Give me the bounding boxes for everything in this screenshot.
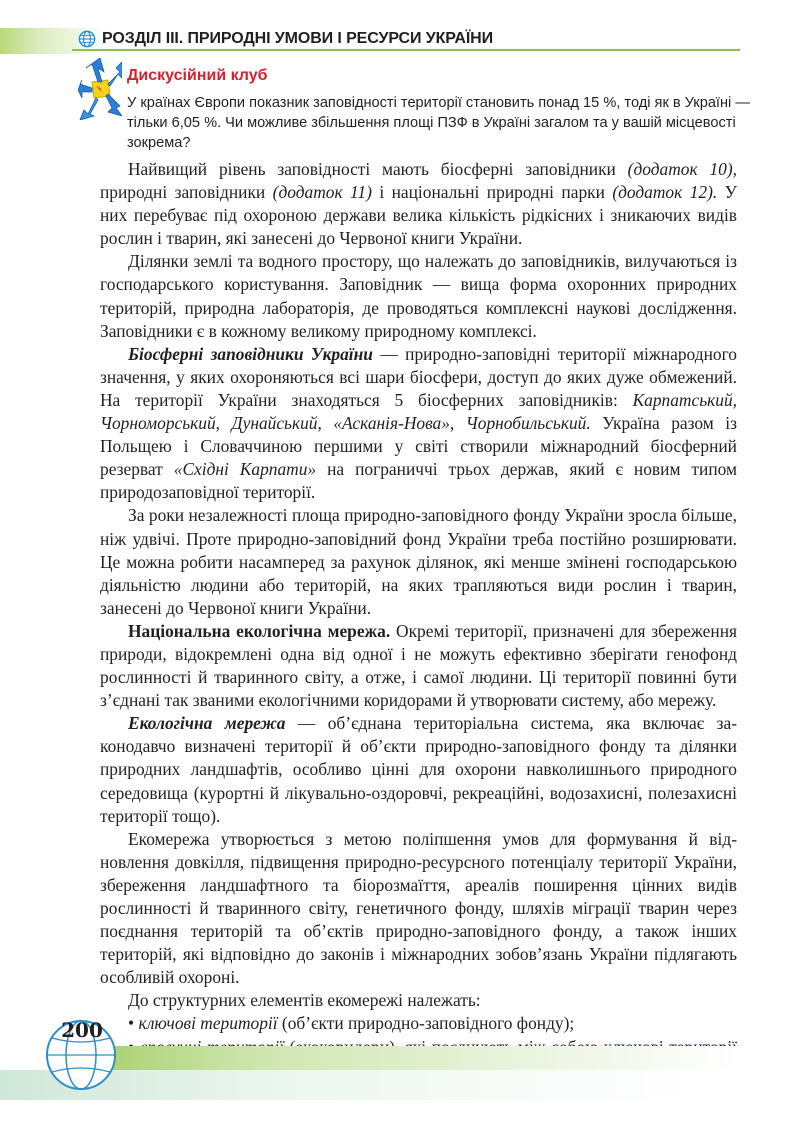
text-run: (об’єкти природно-заповідного фонду); bbox=[277, 1013, 575, 1034]
term-biosphere-reserves: Біосферні заповідники України bbox=[128, 343, 373, 364]
paragraph-structure-intro: До структурних елементів екомережі належать: bbox=[128, 990, 481, 1011]
list-item-key-territories bbox=[100, 1012, 737, 1035]
text-run: на пограниччі трьох держав, який є новим типом природозаповідної території. bbox=[100, 459, 737, 503]
paragraph-national-network bbox=[100, 620, 737, 712]
footer-band-lower bbox=[0, 1070, 800, 1100]
term-national-network: Національна екологічна мережа. bbox=[128, 620, 391, 641]
appendix-ref: (додаток 12). bbox=[612, 182, 718, 203]
page-number: 200 bbox=[61, 1018, 103, 1042]
text-run: Україна разом із Польщею і Словаччиною першими у світі створили міжнародний біосферний резерват bbox=[100, 413, 737, 480]
term-key-territories: ключові території bbox=[138, 1013, 278, 1034]
discussion-arrows-icon bbox=[78, 58, 122, 120]
text-run: У них перебуває під охороною держави велика кількість рідкісних і зникаючих видів рослин і тварин, які занесені до Червоної книги України. bbox=[100, 182, 737, 249]
reserve-names: Карпатський, Чорноморський, Дунайський, «Асканія-Нова», Чорнобильський. bbox=[100, 389, 737, 434]
text-run: — природно-заповідні території міжнародного значення, у яких охороняються всі шари біосфери, доступ до яких дуже обмежений. На території України знаходяться 5 біосферних заповідників: bbox=[100, 343, 737, 410]
paragraph-eco-network-purpose: Екомережа утворюється з метою поліпшення умов для формування й відновлення довкілля, підвищення природно-ресурсного потенціалу території України, збереження ландшафтного та біорозмаїття, ареалів поширення цінних видів рослинності й тваринного світу, генетичного фонду, шляхів міграції тварин через поєднання територій та об’єктів природно-заповідного фонду, а також інших територій, які відповідно до законів і міжнародних зобов’язань України підлягають особливій охороні. bbox=[100, 828, 737, 988]
header-rule bbox=[72, 49, 740, 51]
discussion-club-title: Дискусійний клуб bbox=[127, 67, 268, 84]
text-run: природні заповідники bbox=[100, 182, 273, 203]
term-eco-network: Екологічна мережа bbox=[128, 713, 286, 734]
paragraph-eco-network-definition bbox=[100, 712, 737, 827]
globe-icon bbox=[78, 30, 96, 48]
text-run: Окремі території, призначені для збереження природи, відокремлені одна від одної і не можуть ефективно зберігати генофонд рослинності й тваринного світу, а отже, і самої людини. Ці території повинні бути з’єднані так званими екологічними коридорами й утворювати систему, або мережу. bbox=[100, 620, 737, 711]
paragraph-reserves: Ділянки землі та водного простору, що належать до заповідників, вилучаються із господарського користування. Заповідник — вища форма охоронних природних територій, природна лабораторія, де проводяться комплексні наукові дослідження. Заповідники є в кожному великому природному комплексі. bbox=[100, 251, 737, 341]
appendix-ref: (додаток 10), bbox=[627, 159, 737, 179]
paragraph-fund-growth: За роки незалежності площа природно-заповідного фонду України зросла більше, ніж удвічі. Проте природно-заповідний фонд України треба постійно розширювати. Це можна робити насамперед за рахунок ділянок, які менше змінені господарською діяльністю людини або територій, на яких трапляються види рослин і тварин, занесені до Червоної книги України. bbox=[100, 505, 737, 618]
paragraph-biosphere-intro bbox=[100, 158, 737, 250]
body-text bbox=[100, 158, 737, 1082]
paragraph-biosphere-reserves bbox=[100, 343, 737, 505]
text-run: — об’єднана територіальна система, яка включає законодавчо визначені території й об’єкти природно-заповідного фонду та ділянки природних ландшафтів, особливо цінні для охорони навколишнього природного середовища (курортні й лікувально-оздоровчі, рекреаційні, водозахисні, полезахисні території тощо). bbox=[100, 713, 737, 826]
appendix-ref: (додаток 11) bbox=[272, 182, 372, 203]
text-run: Найвищий рівень заповідності мають біосферні заповідники bbox=[128, 159, 628, 179]
footer-band bbox=[60, 1046, 740, 1070]
discussion-club-question: У країнах Європи показник заповідності території становить понад 15 %, тоді як в Україні — тільки 6,05 %. Чи можливе збільшення площі ПЗФ в Україні загалом та у вашій місцевості зокрема? bbox=[127, 95, 750, 151]
reserve-east-carpathians: «Східні Карпати» bbox=[173, 459, 317, 480]
section-title: РОЗДІЛ ІІІ. ПРИРОДНІ УМОВИ І РЕСУРСИ УКРАЇНИ bbox=[102, 30, 494, 47]
bullet: • bbox=[128, 1013, 135, 1034]
text-run: і національні природні парки bbox=[371, 182, 613, 203]
